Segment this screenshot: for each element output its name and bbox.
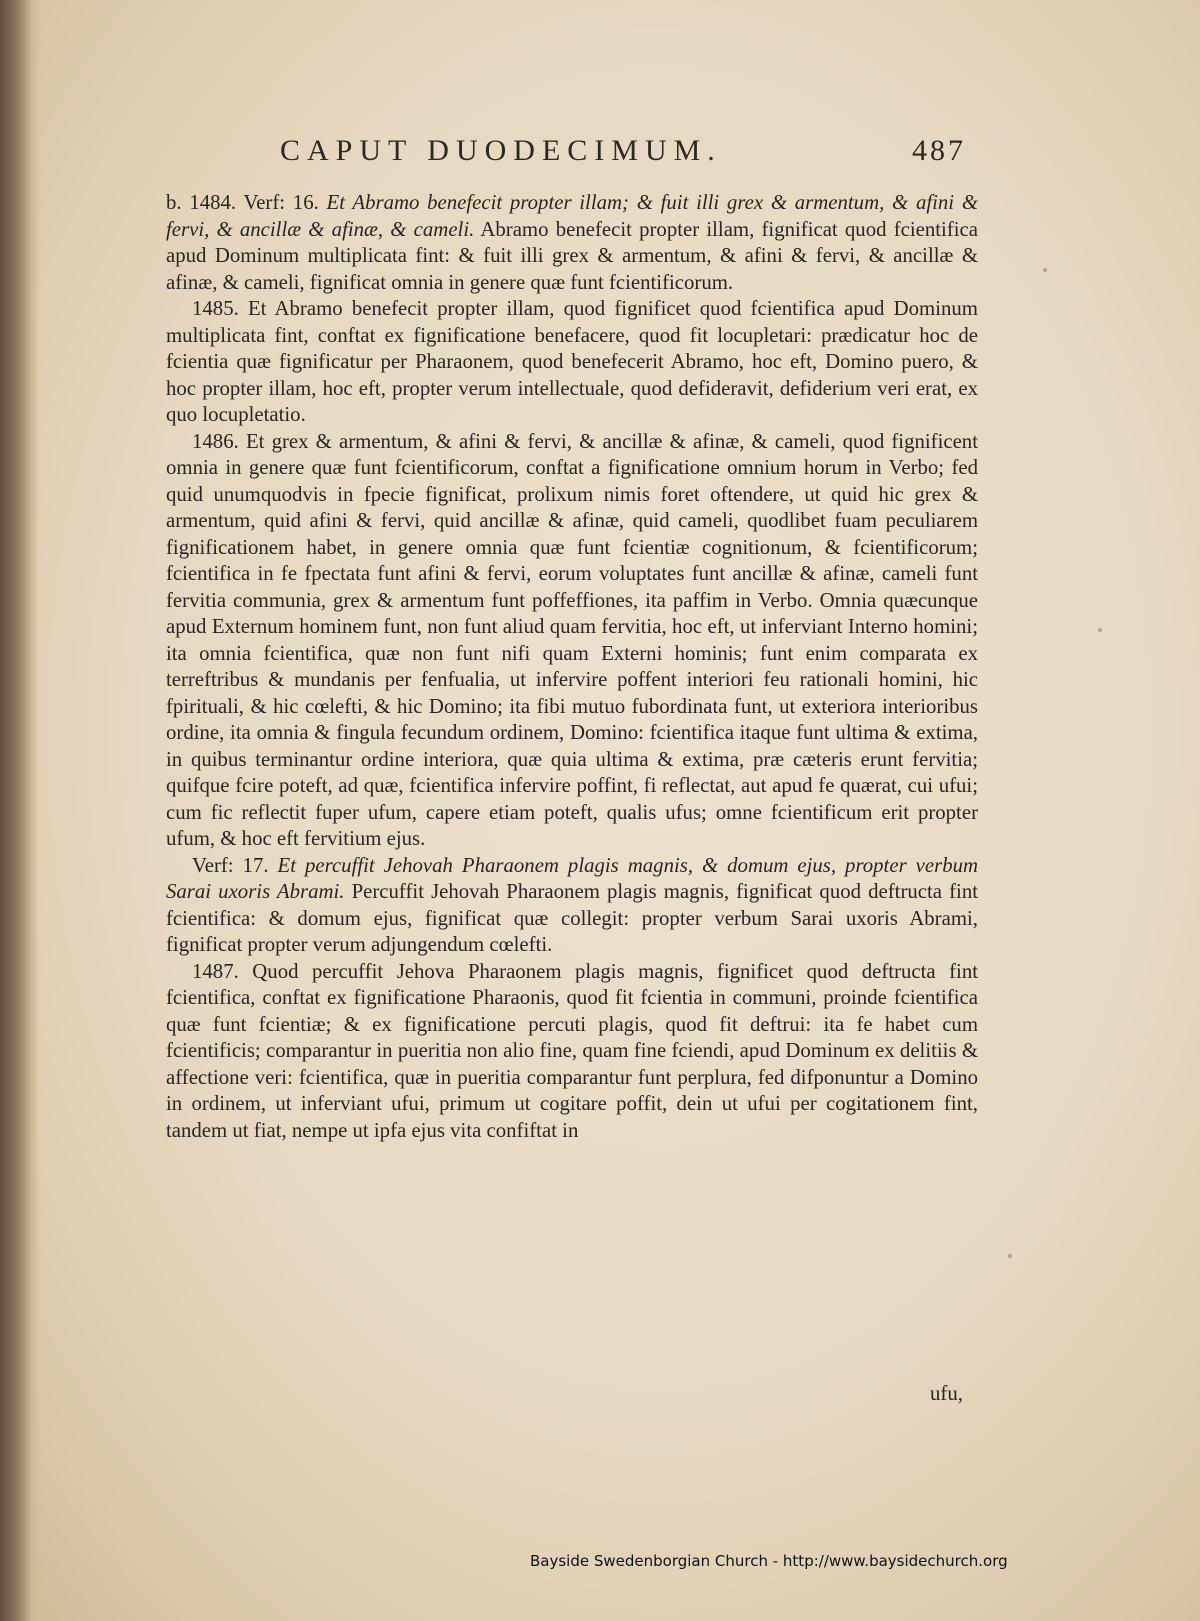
catchword: ufu, — [930, 1382, 963, 1405]
paragraph-1485 — [166, 296, 978, 429]
para-text: 1487. Quod percuffit Jehova Pharaonem plagis magnis, fignificet quod deftructa fint fcientifica, conftat ex fignificatione Pharaonis, quod fit fcientia in communi, proinde fcientifica quæ funt fcientiæ; & ex fignificatione percuti plagis, quod fit deftrui: ita fe habet cum fcientificis; comparantur in pueritia non alio fine, quam fine fciendi, apud Dominum ex delitiis & affectione veri: fcientifica, quæ in pueritia comparantur funt perplura, fed difponuntur a Domino in ordinem, ut inferviant ufui, primum ut cogitare poffit, dein ut ufui per cogitationem fint, tandem ut fiat, nempe ut ipfa ejus vita confiftat in — [166, 959, 978, 1142]
paper-speck — [1098, 628, 1102, 632]
scripture-quote: Et Abramo benefecit propter illam; & fuit illi grex & armentum, & afini & fervi, & ancillæ & afinæ, & cameli. — [166, 191, 978, 241]
para-text: Verf: 17. — [192, 853, 278, 877]
paper-speck — [1043, 268, 1047, 272]
body-text — [166, 190, 978, 1144]
page-number: 487 — [912, 134, 966, 167]
para-text: 1486. Et grex & armentum, & afini & fervi, & ancillæ & afinæ, & cameli, quod fignificent omnia in genere quæ funt fcientificorum, conftat a fignificatione omnium horum in Verbo; fed quid unumquodvis in fpecie fignificat, prolixum nimis foret oftendere, ut quid hic grex & armentum, quid afini & fervi, quid ancillæ & afinæ, quid cameli, quodlibet fuam peculiarem fignificationem habet, in genere omnia quæ funt fcientiæ cognitionum, & fcientificorum; fcientifica in fe fpectata funt afini & fervi, eorum voluptates funt ancillæ & afinæ, cameli funt fervitia communia, grex & armentum funt poffeffiones, ita paffim in Verbo. Omnia quæcunque apud Externum hominem funt, non funt aliud quam fervitia, hoc eft, ut inferviant Interno homini; ita omnia fcientifica, quæ non funt nifi quam Externi hominis; funt enim comparata ex terreftribus & mundanis per fenfualia, ut infervire poffent interiori feu rationali homini, hic fpirituali, & hic cœlefti, & hic Domino; ita fibi mutuo fubordinata funt, ut exteriora interioribus ordine, ita omnia & fingula fecundum ordinem, Domino: fcientifica itaque funt ultima & extima, in quibus terminantur ordine interiora, quæ quia ultima & extima, præ cæteris erunt fervitia; quifque fcire poteft, ad quæ, fcientifica infervire poffint, fi reflectat, aut apud fe quærat, cui ufui; cum fic reflectit fuper ufum, capere etiam poteft, qualis ufus; omne fcientificum erit propter ufum, & hoc eft fervitium ejus. — [166, 429, 978, 850]
paragraph-1484 — [166, 190, 978, 296]
scripture-quote: Et percuffit Jehovah Pharaonem plagis magnis, & domum ejus, propter verbum Sarai uxoris Abrami. — [166, 853, 979, 903]
para-text: 1485. Et Abramo benefecit propter illam, quod fignificet quod fcientifica apud Dominum multiplicata fint, conftat ex fignificatione benefacere, quod fit locupletari: prædicatur hoc de fcientia quæ fignificatur per Pharaonem, quod benefecerit Abramo, hoc eft, Domino puero, & hoc propter illam, hoc eft, propter verum intellectuale, quod defideravit, defiderium veri erat, ex quo locupletatio. — [166, 297, 978, 426]
paragraph-verse-17 — [166, 853, 978, 959]
para-text: Percuffit Jehovah Pharaonem plagis magnis, fignificat quod deftructa fint fcientifica: & domum ejus, fignificat quæ collegit: propter verbum Sarai uxoris Abrami, fignificat propter verum adjungendum cœlefti. — [166, 880, 978, 956]
paragraph-1487 — [166, 959, 978, 1145]
binding-shadow — [0, 0, 40, 1621]
para-text: Abramo benefecit propter illam, fignificat quod fcientifica apud Dominum multiplicata fint: & fuit illi grex & armentum, & afini & fervi, & ancillæ & afinæ, & cameli, fignificat omnia in genere quæ funt fcientificorum. — [166, 217, 978, 294]
footer-credit: Bayside Swedenborgian Church - http://www.baysidechurch.org — [530, 1552, 1008, 1570]
para-text: b. 1484. Verf: 16. — [166, 191, 327, 214]
paragraph-1486 — [166, 429, 978, 853]
paper-speck — [1008, 1254, 1012, 1258]
running-title: CAPUT DUODECIMUM. — [280, 134, 722, 167]
page-header — [0, 134, 1200, 182]
